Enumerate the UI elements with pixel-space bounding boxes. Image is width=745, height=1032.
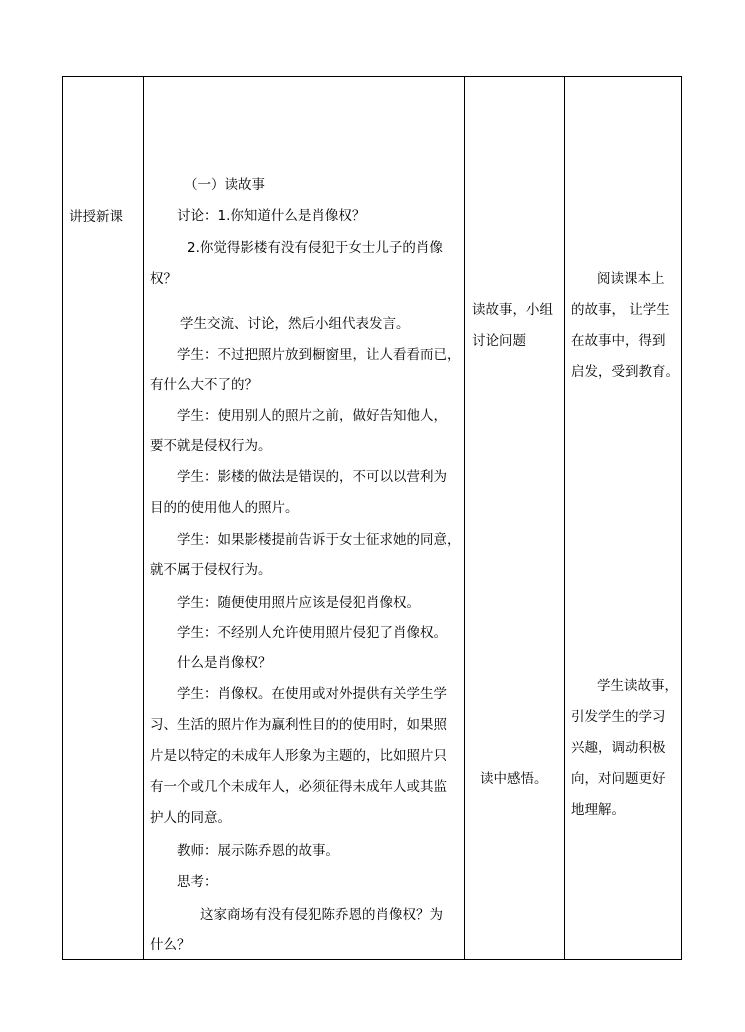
content-line: 什么是肖像权？ bbox=[177, 655, 272, 671]
content-line: 权？ bbox=[150, 271, 177, 287]
content-line: 这家商场有没有侵犯陈乔恩的肖像权？为 bbox=[200, 907, 443, 923]
content-line: 什么？ bbox=[150, 937, 191, 953]
content-line: 学生：随便使用照片应该是侵犯肖像权。 bbox=[177, 595, 420, 611]
content-line: 思考： bbox=[177, 874, 218, 890]
content-line: 要不就是侵权行为。 bbox=[150, 438, 272, 454]
content-line: 就不属于侵权行为。 bbox=[150, 562, 272, 578]
content-line: 学生：肖像权。在使用或对外提供有关学生学 bbox=[177, 686, 447, 702]
intent-line: 的故事， 让学生 bbox=[571, 302, 670, 318]
content-line: 学生：不过把照片放到橱窗里，让人看看而已， bbox=[177, 347, 461, 363]
content-line: 2.你觉得影楼有没有侵犯于女士儿子的肖像 bbox=[187, 240, 443, 256]
intent-line: 地理解。 bbox=[571, 802, 625, 818]
intent-line: 向，对问题更好 bbox=[571, 771, 666, 787]
activity-line: 读故事，小组 bbox=[472, 302, 553, 318]
content-line: 教师：展示陈乔恩的故事。 bbox=[177, 843, 339, 859]
content-line: 学生：使用别人的照片之前，做好告知他人， bbox=[177, 408, 447, 424]
content-line: 学生交流、讨论，然后小组代表发言。 bbox=[180, 316, 410, 332]
column-divider bbox=[143, 77, 144, 959]
content-line: 习、生活的照片作为赢利性目的的使用时，如果照 bbox=[150, 717, 447, 733]
intent-line: 阅读课本上 bbox=[597, 271, 665, 287]
activity-line: 读中感悟。 bbox=[480, 771, 548, 787]
content-line: 护人的同意。 bbox=[150, 810, 231, 826]
content-line: 讨论：1.你知道什么是肖像权？ bbox=[177, 208, 366, 224]
content-line: 片是以特定的未成年人形象为主题的，比如照片只 bbox=[150, 748, 447, 764]
content-line: 学生：不经别人允许使用照片侵犯了肖像权。 bbox=[177, 625, 447, 641]
content-line: 学生：影楼的做法是错误的，不可以以营利为 bbox=[177, 469, 447, 485]
content-line: 学生：如果影楼提前告诉于女士征求她的同意， bbox=[177, 532, 461, 548]
content-line: 有什么大不了的？ bbox=[150, 377, 258, 393]
content-line: 目的的使用他人的照片。 bbox=[150, 500, 299, 516]
row-label: 讲授新课 bbox=[69, 209, 123, 225]
intent-line: 学生读故事， bbox=[597, 678, 678, 694]
column-divider bbox=[464, 77, 465, 959]
intent-line: 引发学生的学习 bbox=[571, 709, 666, 725]
intent-line: 启发，受到教育。 bbox=[571, 364, 679, 380]
content-line: 有一个或几个未成年人，必须征得未成年人或其监 bbox=[150, 779, 447, 795]
intent-line: 在故事中，得到 bbox=[571, 333, 666, 349]
column-divider bbox=[564, 77, 565, 959]
intent-line: 兴趣，调动积极 bbox=[571, 740, 666, 756]
content-heading: （一）读故事 bbox=[184, 177, 265, 193]
activity-line: 讨论问题 bbox=[472, 333, 526, 349]
